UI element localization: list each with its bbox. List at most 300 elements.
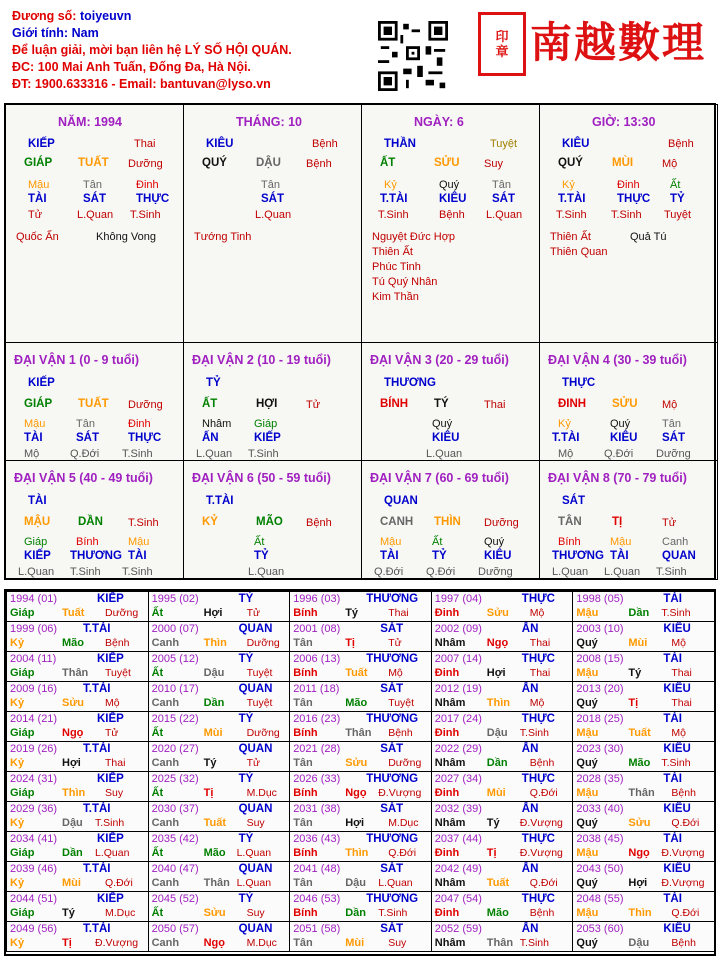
year-branch: Dậu (62, 817, 83, 829)
year-label: 2027 (34) (434, 773, 482, 785)
year-cell (289, 621, 432, 652)
year-cell (289, 921, 432, 952)
hidden-star: T.TÀI (552, 432, 580, 444)
phase2: Dưỡng (128, 158, 163, 170)
pillar-cell (5, 104, 184, 343)
year-branch: Tý (628, 667, 642, 679)
year-stem: Tân (293, 817, 313, 829)
year-phase: Tuyệt (246, 697, 273, 709)
shensha-note: Tú Quý Nhân (372, 276, 438, 288)
year-label: 2049 (56) (10, 923, 58, 935)
year-branch: Thân (486, 937, 514, 949)
year-label: 2015 (22) (151, 713, 199, 725)
year-branch: Mùi (486, 787, 506, 799)
year-branch: Hợi (628, 877, 648, 889)
year-star: THỰC (521, 713, 555, 725)
year-phase: Mộ (529, 697, 545, 709)
hidden-phase: T.Sinh (656, 566, 687, 578)
year-stem: Kỷ (10, 937, 25, 949)
year-stem: Đinh (434, 667, 460, 679)
hidden-phase: L.Quan (248, 566, 285, 578)
shensha-note: Quốc Ấn (16, 231, 59, 243)
dai-van-branch: SỬU (612, 398, 638, 410)
year-star: THỰC (521, 773, 555, 785)
year-stem: Mậu (576, 907, 599, 919)
hidden-stem: Kỷ (384, 179, 397, 191)
dai-van-title: ĐẠI VẬN 2 (10 - 19 tuổi) (192, 353, 331, 367)
year-phase: Bệnh (388, 727, 413, 739)
year-branch: Mùi (203, 727, 223, 739)
year-stem: Giáp (10, 727, 35, 739)
hidden-stem: Tân (83, 179, 102, 191)
year-branch: Thân (345, 727, 372, 739)
year-stem: Bính (293, 607, 318, 619)
year-label: 2000 (07) (151, 623, 199, 635)
year-stem: Quý (576, 697, 598, 709)
dai-van-cell (183, 342, 362, 461)
hidden-stem: Mậu (610, 536, 632, 548)
hidden-stem: Tân (492, 179, 511, 191)
year-branch: Tuất (628, 727, 651, 739)
year-phase: Tuyệt (105, 667, 131, 679)
pillar-chart (4, 103, 716, 580)
year-cell (6, 861, 149, 892)
year-star: T.TÀI (83, 923, 111, 935)
shensha-note: Thiên Ất (372, 246, 413, 258)
hidden-phase: Tuyệt (664, 209, 692, 221)
year-branch: Tý (486, 817, 500, 829)
year-phase: T.Sinh (661, 757, 691, 769)
year-cell (572, 681, 715, 712)
hidden-stem: Quý (439, 179, 460, 191)
hidden-phase: Q.Đới (374, 566, 404, 578)
hidden-phase: Mộ (558, 448, 574, 460)
year-stem: Ất (151, 787, 164, 799)
hidden-phase: T.Sinh (378, 209, 409, 221)
year-stem: Kỷ (10, 637, 25, 649)
year-stem: Giáp (10, 847, 35, 859)
year-cell (148, 681, 291, 712)
year-branch: Tuất (486, 877, 510, 889)
hidden-star: KIÊU (484, 550, 512, 562)
year-star: KIẾP (97, 593, 124, 605)
year-label: 2016 (23) (293, 713, 341, 725)
dai-van-cell (183, 460, 362, 580)
year-cell (289, 711, 432, 742)
year-phase: M.Dục (246, 787, 277, 799)
year-cell (431, 741, 574, 772)
year-stem: Mậu (576, 847, 599, 859)
year-label: 2014 (21) (10, 713, 58, 725)
hidden-phase: L.Quan (18, 566, 55, 578)
year-label: 2030 (37) (151, 803, 199, 815)
hidden-star: KIÊU (439, 193, 467, 205)
dai-van-star: QUAN (384, 495, 418, 507)
year-phase: Bệnh (671, 787, 696, 799)
dai-van-branch: HỢI (256, 398, 278, 410)
year-phase: Suy (105, 787, 124, 799)
year-label: 2043 (50) (576, 863, 624, 875)
year-cell (6, 801, 149, 832)
year-phase: Tử (246, 757, 261, 769)
year-label: 2017 (24) (434, 713, 482, 725)
year-branch: Mão (486, 907, 509, 919)
hidden-star: THỰC (136, 193, 170, 205)
pillar-cell (539, 104, 718, 343)
year-cell (289, 861, 432, 892)
logo: 南越數理 (530, 18, 707, 67)
year-star: TÀI (663, 653, 682, 665)
year-branch: Mùi (62, 877, 81, 889)
year-star: KIÊU (663, 683, 691, 695)
hidden-star: THƯƠNG (70, 550, 122, 562)
year-cell (572, 921, 715, 952)
year-label: 2032 (39) (434, 803, 482, 815)
year-stem: Bính (293, 787, 318, 799)
year-star: TÀI (663, 713, 682, 725)
dai-van-cell (361, 460, 540, 580)
year-cell (572, 891, 715, 922)
year-branch: Mùi (345, 937, 365, 949)
year-label: 2020 (27) (151, 743, 199, 755)
stem-star: THẦN (384, 138, 416, 150)
year-branch: Thìn (486, 697, 511, 709)
hidden-phase: T.Sinh (556, 209, 587, 221)
dai-van-branch: TỊ (612, 516, 623, 528)
year-stem: Canh (151, 877, 180, 889)
dai-van-phase: T.Sinh (128, 517, 159, 529)
year-phase: Mộ (671, 637, 686, 649)
year-branch: Thìn (628, 907, 652, 919)
year-stem: Tân (293, 757, 313, 769)
year-label: 1999 (06) (10, 623, 58, 635)
dai-van-stem: ẤT (202, 398, 218, 410)
year-phase: Thai (671, 667, 692, 679)
hidden-phase: T.Sinh (130, 209, 161, 221)
branch: TUẤT (78, 157, 109, 169)
year-branch: Hợi (486, 667, 506, 679)
year-stem: Đinh (434, 727, 460, 739)
year-star: THƯƠNG (366, 593, 419, 605)
year-star: SÁT (380, 743, 404, 755)
year-stem: Kỷ (10, 757, 25, 769)
dai-van-star: THƯƠNG (384, 377, 436, 389)
year-stem: Giáp (10, 667, 35, 679)
year-star: TỶ (238, 833, 254, 845)
hidden-star: SÁT (662, 432, 685, 444)
year-stem: Tân (293, 877, 313, 889)
year-cell (6, 741, 149, 772)
stem-star: KIÊU (562, 138, 590, 150)
year-star: ẤN (521, 863, 539, 875)
dai-van-title: ĐẠI VẬN 1 (0 - 9 tuổi) (14, 353, 140, 367)
year-branch: Tị (345, 637, 355, 649)
year-label: 1995 (02) (151, 593, 199, 605)
year-phase: Suy (388, 937, 407, 949)
hidden-phase: L.Quan (426, 448, 463, 460)
hidden-stem: Bính (558, 536, 581, 548)
year-cell (289, 741, 432, 772)
year-cell (572, 651, 715, 682)
dai-van-phase: Dưỡng (128, 399, 163, 411)
year-branch: Ngọ (486, 637, 509, 649)
year-label: 2035 (42) (151, 833, 199, 845)
dai-van-title: ĐẠI VẬN 8 (70 - 79 tuổi) (548, 471, 687, 485)
dai-van-branch: DẦN (78, 516, 103, 528)
year-label: 2036 (43) (293, 833, 341, 845)
dai-van-branch: TUẤT (78, 398, 109, 410)
year-label: 2037 (44) (434, 833, 482, 845)
pillar-title: GIỜ: 13:30 (592, 115, 656, 129)
year-star: TÀI (663, 893, 682, 905)
year-star: T.TÀI (83, 683, 111, 695)
year-label: 2045 (52) (151, 893, 199, 905)
year-cell (148, 861, 291, 892)
year-branch: Dậu (628, 937, 650, 949)
year-stem: Giáp (10, 907, 35, 919)
year-star: THƯƠNG (366, 653, 419, 665)
hidden-phase: L.Quan (196, 448, 233, 460)
year-phase: L.Quan (378, 877, 413, 889)
year-stem: Bính (293, 667, 318, 679)
year-phase: Thai (388, 607, 409, 619)
year-stem: Ất (151, 607, 164, 619)
year-branch: Thìn (345, 847, 369, 859)
dai-van-cell (539, 460, 718, 580)
hidden-star: SÁT (76, 432, 99, 444)
year-star: THƯƠNG (366, 713, 419, 725)
hidden-phase: Q.Đới (70, 448, 100, 460)
year-cell (431, 711, 574, 742)
dai-van-star: KIẾP (28, 377, 55, 389)
year-star: T.TÀI (83, 803, 111, 815)
year-label: 2050 (57) (151, 923, 199, 935)
year-label: 2038 (45) (576, 833, 624, 845)
hidden-stem: Tân (76, 418, 95, 430)
year-star: ẤN (521, 803, 539, 815)
hidden-star: T.TÀI (558, 193, 586, 205)
year-star: T.TÀI (83, 863, 111, 875)
year-cell (148, 831, 291, 862)
year-stem: Canh (151, 937, 180, 949)
year-label: 2021 (28) (293, 743, 341, 755)
year-cell (148, 891, 291, 922)
year-phase: Q.Đới (388, 847, 417, 859)
dai-van-title: ĐẠI VẬN 7 (60 - 69 tuổi) (370, 471, 509, 485)
year-star: KIÊU (663, 863, 691, 875)
year-label: 2022 (29) (434, 743, 482, 755)
dai-van-cell (361, 342, 540, 461)
year-branch: Dần (62, 847, 83, 859)
year-star: KIÊU (663, 623, 691, 635)
year-label: 2001 (08) (293, 623, 341, 635)
year-label: 2013 (20) (576, 683, 624, 695)
hidden-stem: Giáp (254, 418, 278, 430)
hidden-stem: Ất (432, 536, 443, 548)
year-stem: Ất (151, 847, 164, 859)
year-cell (148, 771, 291, 802)
year-phase: Đ.Vượng (519, 817, 563, 829)
year-label: 2053 (60) (576, 923, 624, 935)
dai-van-star: TÀI (28, 495, 47, 507)
hidden-phase: T.Sinh (611, 209, 642, 221)
hidden-stem: Đinh (136, 179, 159, 191)
year-label: 2042 (49) (434, 863, 482, 875)
year-stem: Mậu (576, 787, 599, 799)
phase2: Mộ (662, 158, 678, 170)
year-cell (431, 861, 574, 892)
year-cell (148, 921, 291, 952)
year-phase: Tử (105, 727, 119, 739)
label: Đương số: (12, 9, 77, 23)
year-label: 2031 (38) (293, 803, 341, 815)
value: toiyeuvn (79, 9, 132, 23)
year-star: THỰC (521, 833, 555, 845)
year-cell (6, 891, 149, 922)
year-star: T.TÀI (83, 743, 111, 755)
year-cell (289, 801, 432, 832)
hidden-star: TÀI (610, 550, 629, 562)
year-star: SÁT (380, 863, 404, 875)
year-branch: Tý (345, 607, 359, 619)
year-cell (572, 711, 715, 742)
year-stem: Nhâm (434, 877, 466, 889)
year-label: 2010 (17) (151, 683, 199, 695)
year-phase: Bệnh (529, 757, 555, 769)
hidden-stem: Bính (76, 536, 99, 548)
hidden-stem: Nhâm (202, 418, 232, 430)
year-branch: Hợi (203, 607, 223, 619)
year-label: 2040 (47) (151, 863, 199, 875)
year-branch: Mùi (628, 637, 648, 649)
year-branch: Dần (203, 697, 225, 709)
year-star: THƯƠNG (366, 893, 419, 905)
year-phase: Tuyệt (388, 697, 415, 709)
shensha-note: Phúc Tinh (372, 261, 421, 273)
hidden-phase: T.Sinh (122, 448, 153, 460)
hidden-stem: Quý (610, 418, 631, 430)
year-cell (6, 621, 149, 652)
dai-van-title: ĐẠI VẬN 4 (30 - 39 tuổi) (548, 353, 687, 367)
year-branch: Ngọ (345, 787, 367, 799)
year-branch: Dậu (486, 727, 508, 739)
year-cell (148, 651, 291, 682)
dai-van-title: ĐẠI VẬN 3 (20 - 29 tuổi) (370, 353, 509, 367)
year-cell (6, 591, 149, 622)
year-label: 2052 (59) (434, 923, 482, 935)
year-branch: Sửu (62, 697, 85, 709)
shensha-note: Tướng Tinh (194, 231, 252, 243)
year-label: 2025 (32) (151, 773, 199, 785)
hidden-stem: Tân (261, 179, 280, 191)
year-label: 2046 (53) (293, 893, 341, 905)
shensha-note: Không Vong (96, 231, 156, 243)
dai-van-phase: Dưỡng (484, 517, 519, 529)
year-branch: Tuất (62, 607, 85, 619)
year-star: TÀI (663, 593, 682, 605)
year-star: KIÊU (663, 743, 691, 755)
year-cell (431, 921, 574, 952)
dai-van-branch: THÌN (434, 516, 461, 528)
hidden-phase: L.Quan (77, 209, 114, 221)
year-phase: Đ.Vượng (661, 877, 705, 889)
dai-van-title: ĐẠI VẬN 6 (50 - 59 tuổi) (192, 471, 331, 485)
year-label: 2007 (14) (434, 653, 482, 665)
hidden-star: TÀI (380, 550, 399, 562)
year-phase: M.Dục (388, 817, 419, 829)
year-cell (6, 921, 149, 952)
year-stem: Canh (151, 637, 180, 649)
year-branch: Dậu (345, 877, 366, 889)
dai-van-cell (5, 460, 184, 580)
year-stem: Nhâm (434, 817, 466, 829)
dai-van-star: SÁT (562, 495, 585, 507)
hidden-stem: Ất (254, 536, 265, 548)
year-cell (289, 651, 432, 682)
year-phase: Mộ (388, 667, 403, 679)
hidden-star: THƯƠNG (552, 550, 604, 562)
year-phase: Đ.Vượng (519, 847, 563, 859)
year-label: 2005 (12) (151, 653, 199, 665)
dai-van-title: ĐẠI VẬN 5 (40 - 49 tuổi) (14, 471, 153, 485)
year-stem: Canh (151, 817, 180, 829)
hidden-star: KIÊU (610, 432, 638, 444)
year-phase: Suy (246, 907, 265, 919)
year-cell (431, 891, 574, 922)
year-branch: Ngọ (628, 847, 650, 859)
phone-line: ĐT: 1900.633316 - Email: bantuvan@lyso.vn (12, 77, 271, 91)
year-label: 2051 (58) (293, 923, 341, 935)
hidden-stem: Kỷ (558, 418, 571, 430)
dai-van-stem: BÍNH (380, 398, 409, 410)
year-stem: Bính (293, 847, 318, 859)
year-stem: Bính (293, 907, 318, 919)
hidden-star: THỰC (128, 432, 162, 444)
hidden-stem: Quý (432, 418, 453, 430)
year-label: 2003 (10) (576, 623, 624, 635)
year-cell (6, 711, 149, 742)
phase2: Bệnh (306, 158, 332, 170)
year-star: T.TÀI (83, 623, 111, 635)
year-cell (572, 861, 715, 892)
year-phase: Bệnh (105, 637, 130, 649)
year-label: 2008 (15) (576, 653, 624, 665)
year-label: 2006 (13) (293, 653, 341, 665)
hidden-stem: Mậu (24, 418, 46, 430)
hidden-star: TỶ (254, 550, 269, 562)
year-branch: Thìn (62, 787, 86, 799)
pillar-title: NGÀY: 6 (414, 115, 464, 129)
year-stem: Canh (151, 697, 180, 709)
year-cell (431, 831, 574, 862)
year-phase: T.Sinh (95, 817, 125, 829)
year-cell (572, 831, 715, 862)
branch: MÙI (612, 157, 634, 169)
year-label: 2004 (11) (10, 653, 57, 665)
hidden-stem: Mậu (28, 179, 50, 191)
year-star: SÁT (380, 623, 404, 635)
stem-star: KIÊU (206, 138, 234, 150)
phase: Bệnh (312, 138, 338, 150)
year-cell (6, 681, 149, 712)
year-branch: Thân (628, 787, 655, 799)
year-label: 2039 (46) (10, 863, 58, 875)
address-line: ĐC: 100 Mai Anh Tuấn, Đống Đa, Hà Nội. (12, 60, 251, 74)
year-stem: Mậu (576, 667, 599, 679)
hidden-stem: Tân (662, 418, 681, 430)
hidden-star: TÀI (128, 550, 147, 562)
hidden-phase: L.Quan (604, 566, 641, 578)
